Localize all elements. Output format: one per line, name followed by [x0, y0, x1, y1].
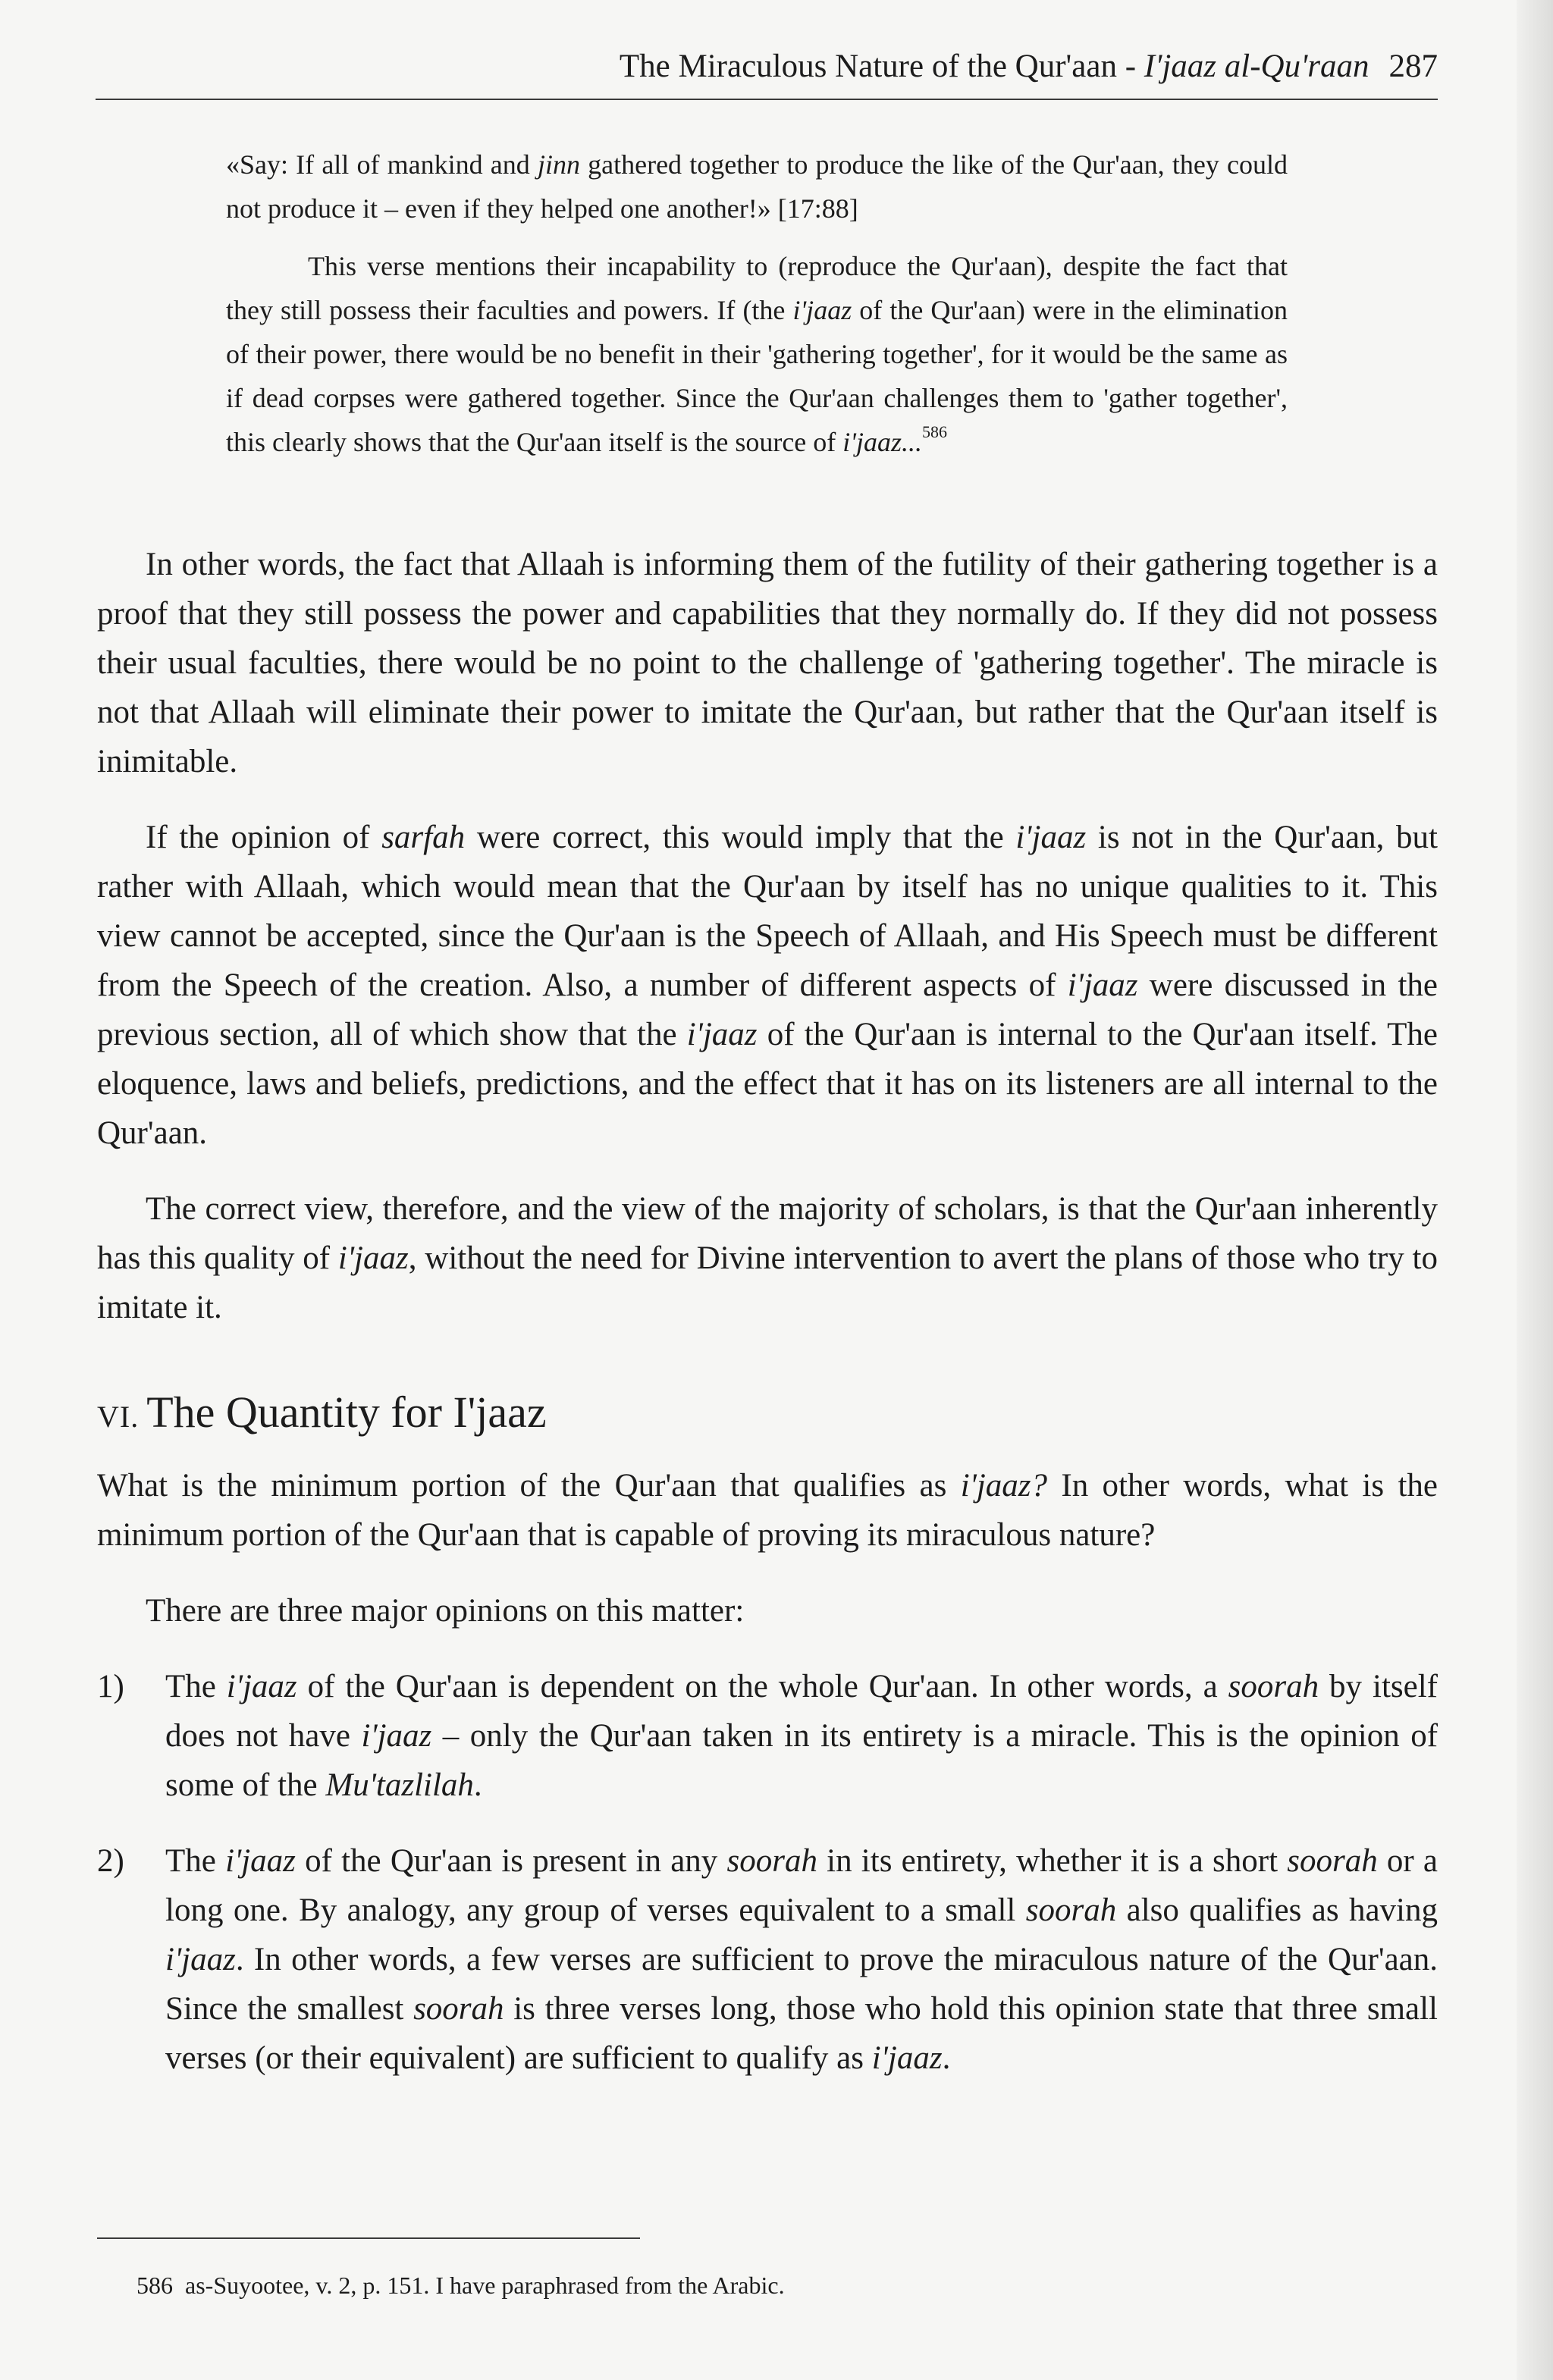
- body-text: [97, 540, 1438, 2109]
- quote-commentary-term: i'jaaz: [792, 295, 852, 325]
- list-text: .: [942, 2040, 951, 2076]
- list-text: is three verses long, those who hold this opinion state that three small verses (or their equivalent) are sufficient to qualify as: [165, 1991, 1438, 2076]
- list-text: in its entirety, whether it is a short: [817, 1843, 1288, 1879]
- opinions-list: [97, 1662, 1438, 2083]
- paragraph: In other words, the fact that Allaah is informing them of the futility of their gathering together is a proof that they still possess the power and capabilities that they normally do. If they did not possess their usual faculties, there would be no point to the challenge of 'gathering together'. The miracle is not that Allaah will eliminate their power to imitate the Qur'aan, but rather that the Qur'aan itself is inimitable.: [97, 547, 1438, 779]
- term-italic: soorah: [1025, 1892, 1117, 1928]
- paragraph-text: The correct view, therefore, and the view of the majority of scholars, is that the Qur'aan inherently has this quality of: [97, 1191, 1438, 1276]
- term-italic: sarfah: [381, 820, 466, 855]
- footnote-rule: [97, 2237, 640, 2239]
- paragraph-text: If the opinion of: [146, 820, 382, 855]
- page-edge-shadow: [1517, 0, 1553, 2380]
- list-text: of the Qur'aan is present in any: [295, 1843, 727, 1879]
- term-italic: i'jaaz: [226, 1669, 297, 1704]
- list-text: The: [165, 1843, 226, 1879]
- term-italic: i'jaaz: [686, 1017, 758, 1052]
- term-italic: i'jaaz: [871, 2040, 943, 2076]
- paragraph-text: In other words, what is the minimum portion of the Qur'aan that is capable of proving its miraculous nature?: [97, 1468, 1438, 1553]
- running-head: [97, 44, 1438, 89]
- paragraph: [97, 813, 1438, 1158]
- term-italic: i'jaaz?: [960, 1468, 1048, 1504]
- quote-verse-text: gathered together to produce the like of the Qur'aan, they could not produce it – even if they helped one another!» [17:88]: [226, 149, 1288, 224]
- paragraph: [97, 1184, 1438, 1332]
- term-italic: i'jaaz: [1015, 820, 1087, 855]
- term-italic: soorah: [1228, 1669, 1319, 1704]
- quote-verse-term: jinn: [537, 149, 580, 180]
- paragraph-text: What is the minimum portion of the Qur'aan that qualifies as: [97, 1468, 961, 1504]
- list-text: of the Qur'aan is dependent on the whole Qur'aan. In other words, a: [296, 1669, 1228, 1704]
- list-item: [97, 1836, 1438, 2083]
- term-italic: soorah: [1287, 1843, 1378, 1879]
- running-title: The Miraculous Nature of the Qur'aan -: [619, 49, 1144, 84]
- list-text: also qualifies as having: [1116, 1892, 1438, 1928]
- quote-verse-text: «Say: If all of mankind and: [226, 149, 538, 180]
- footnote-number: 586: [136, 2272, 173, 2299]
- paragraph-text: , without the need for Divine intervention to avert the plans of those who try to imitate it.: [97, 1240, 1438, 1325]
- term-italic: i'jaaz: [337, 1240, 409, 1276]
- term-italic: soorah: [413, 1991, 504, 2027]
- list-text: .: [473, 1767, 482, 1803]
- paragraph-text: is not in the Qur'aan, but rather with Allaah, which would mean that the Qur'aan by itself has no unique qualities to it. This view cannot be accepted, since the Qur'aan is the Speech of Allaah, and His Speech must be different from the Speech of the creation. Also, a number of different aspects of: [97, 820, 1438, 1003]
- paragraph-text: were discussed in the previous section, all of which show that the: [97, 967, 1438, 1052]
- footnote: [136, 2269, 785, 2302]
- quote-verse: [226, 143, 1288, 230]
- list-text: . In other words, a few verses are sufficient to prove the miraculous nature of the Qur'aan. Since the smallest: [165, 1942, 1438, 2027]
- list-text: – only the Qur'aan taken in its entirety is a miracle. This is the opinion of some of the: [165, 1718, 1438, 1803]
- list-text: The: [165, 1669, 227, 1704]
- quote-commentary-text: This verse mentions their incapability to (reproduce the Qur'aan), despite the fact that they still possess their faculties and powers. If (the: [226, 251, 1288, 325]
- paragraph-text: were correct, this would imply that the: [465, 820, 1016, 855]
- page-number: 287: [1388, 49, 1438, 84]
- term-italic: i'jaaz: [225, 1843, 296, 1879]
- paragraph: There are three major opinions on this matter:: [146, 1593, 745, 1629]
- quote-commentary: [226, 244, 1288, 464]
- footnote-reference: 586: [922, 422, 947, 441]
- list-marker: 1): [97, 1669, 124, 1704]
- term-italic: Mu'tazlilah: [325, 1767, 474, 1803]
- list-text: or a long one. By analogy, any group of verses equivalent to a small: [165, 1843, 1438, 1928]
- block-quote: [226, 143, 1288, 464]
- quote-commentary-text: of the Qur'aan) were in the elimination of their power, there would be no benefit in their 'gathering together', for it would be the same as if dead corpses were gathered together. Since the Qur'aan challenges them to 'gather together', this clearly shows that the Qur'aan itself is the source of: [226, 295, 1288, 457]
- quote-commentary-term: i'jaaz...: [842, 427, 922, 457]
- list-marker: 2): [97, 1843, 124, 1879]
- section-number: VI.: [97, 1400, 140, 1434]
- list-item: [97, 1662, 1438, 1810]
- term-italic: i'jaaz: [361, 1718, 432, 1754]
- section-title: The Quantity for I'jaaz: [146, 1388, 547, 1437]
- term-italic: i'jaaz: [1067, 967, 1138, 1003]
- paragraph: [97, 1461, 1438, 1560]
- paragraph-text: of the Qur'aan is internal to the Qur'aan itself. The eloquence, laws and beliefs, predictions, and the effect that it has on its listeners are all internal to the Qur'aan.: [97, 1017, 1438, 1151]
- list-text: by itself does not have: [165, 1669, 1438, 1754]
- running-title-italic: I'jaaz al-Qu'raan: [1144, 49, 1369, 84]
- section-heading: [97, 1385, 1438, 1444]
- term-italic: soorah: [726, 1843, 817, 1879]
- header-rule: [96, 99, 1438, 100]
- footnote-text: as-Suyootee, v. 2, p. 151. I have paraphrased from the Arabic.: [185, 2272, 785, 2299]
- term-italic: i'jaaz: [165, 1942, 236, 1977]
